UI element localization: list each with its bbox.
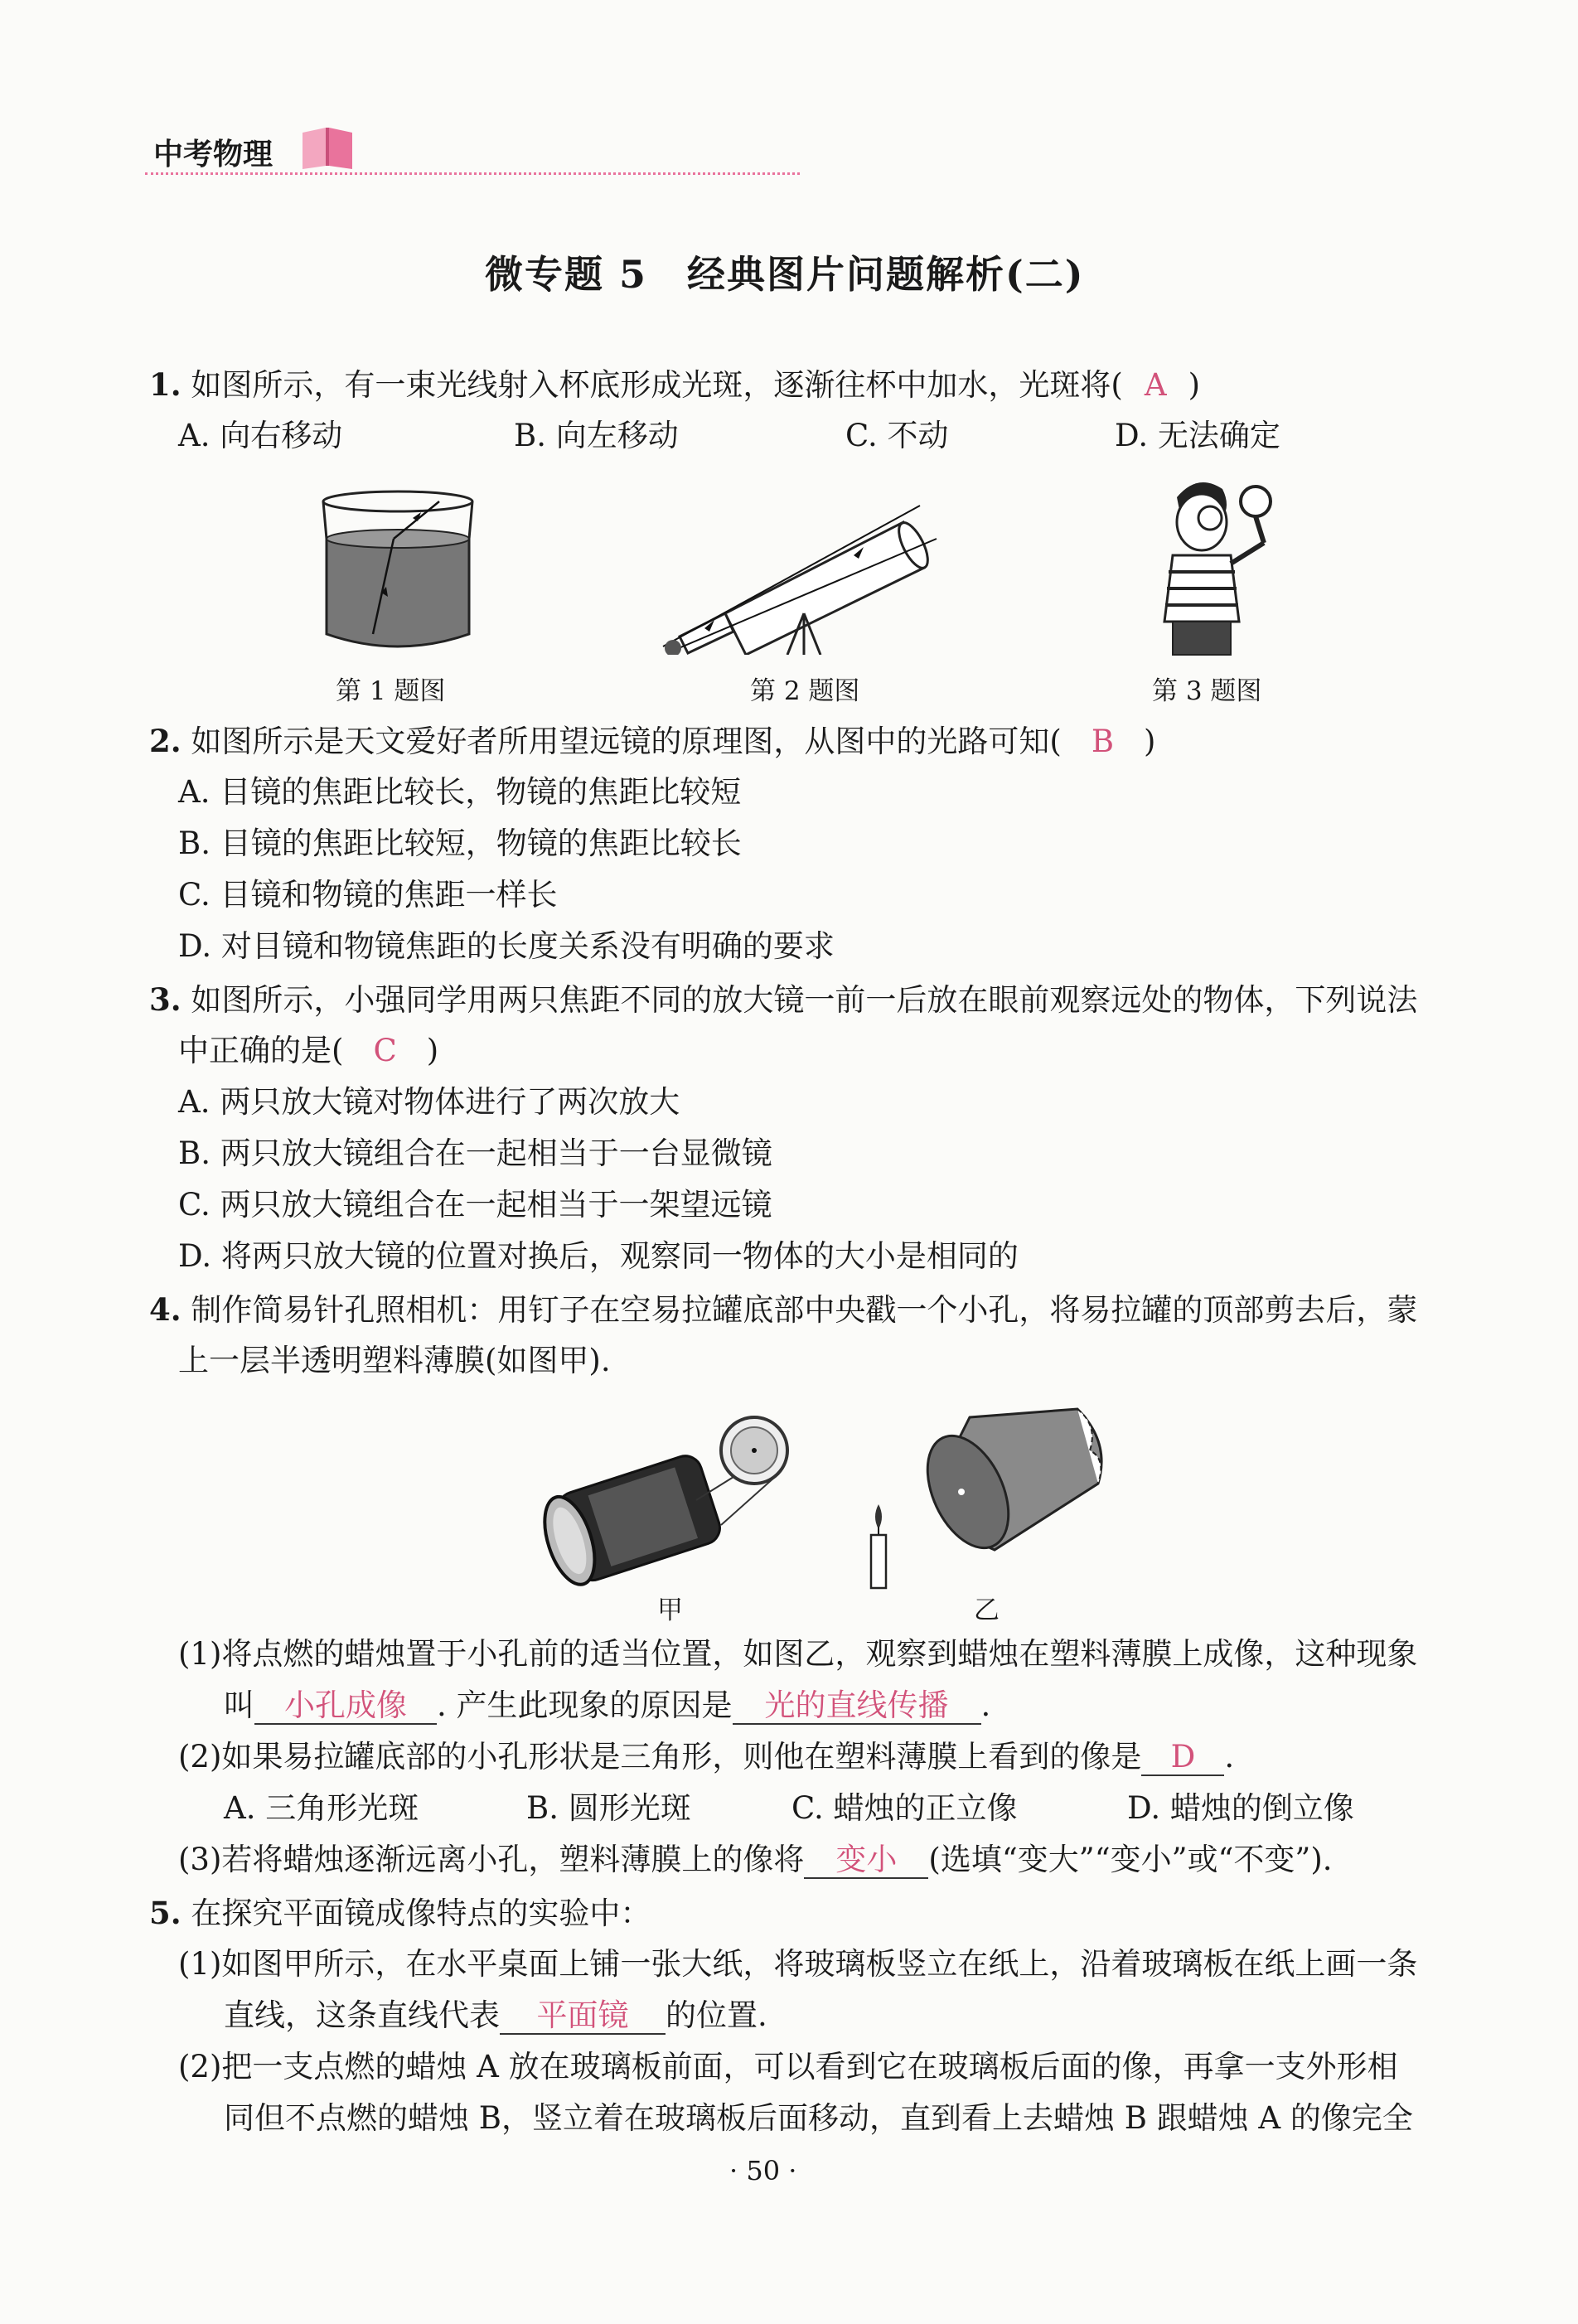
q4-part2-option-c: C. 蜡烛的正立像 bbox=[791, 1790, 1018, 1826]
boy-magnifier-figure bbox=[1140, 472, 1289, 659]
q4-part3-end: (选填“变大”“变小”或“不变”). bbox=[928, 1842, 1333, 1877]
q4-part2-option-a: A. 三角形光斑 bbox=[224, 1790, 419, 1826]
q5-part1-line1: (1)如图甲所示，在水平桌面上铺一张大纸，将玻璃板竖立在纸上，沿着玻璃板在纸上画一条 bbox=[178, 1946, 1418, 1982]
q2-close-paren: ) bbox=[1144, 724, 1156, 759]
header-underline bbox=[145, 172, 800, 175]
q5-blank-mirror: 平面镜 bbox=[500, 1998, 666, 2035]
q1-option-a: A. 向右移动 bbox=[178, 418, 343, 453]
q1-number: 1. bbox=[149, 366, 182, 403]
q5-part2-line1: (2)把一支点燃的蜡烛 A 放在玻璃板前面，可以看到它在玻璃板后面的像，再拿一支外形相 bbox=[178, 2049, 1398, 2084]
q3-stem-line2 bbox=[178, 1031, 438, 1071]
book-icon bbox=[298, 124, 356, 171]
q2-text: 如图所示是天文爱好者所用望远镜的原理图，从图中的光路可知( bbox=[191, 724, 1062, 759]
q4-part1-line1: (1)将点燃的蜡烛置于小孔前的适当位置，如图乙，观察到蜡烛在塑料薄膜上成像，这种现象 bbox=[178, 1636, 1418, 1672]
q3-stem-line1 bbox=[149, 980, 1417, 1020]
q2-stem bbox=[149, 721, 1155, 762]
q4-blank-image: D bbox=[1141, 1740, 1224, 1776]
header-label: 中考物理 bbox=[153, 138, 273, 172]
q5-part1-line2 bbox=[224, 1996, 767, 2036]
q4-text: 制作简易针孔照相机：用钉子在空易拉罐底部中央戳一个小孔，将易拉罐的顶部剪去后，蒙 bbox=[191, 1292, 1418, 1328]
q1-option-d: D. 无法确定 bbox=[1115, 418, 1280, 453]
q5-text: 在探究平面镜成像特点的实验中： bbox=[191, 1896, 651, 1931]
q5-number: 5. bbox=[149, 1895, 182, 1931]
telescope-figure bbox=[655, 489, 953, 655]
q2-option-d: D. 对目镜和物镜焦距的长度关系没有明确的要求 bbox=[178, 928, 835, 964]
q5-stem bbox=[149, 1893, 651, 1934]
q3-number: 3. bbox=[149, 981, 182, 1018]
q3-text: 如图所示，小强同学用两只焦距不同的放大镜一前一后放在眼前观察远处的物体，下列说法 bbox=[191, 982, 1418, 1018]
fig-jia-label: 甲 bbox=[657, 1595, 683, 1625]
q4-part3 bbox=[178, 1840, 1333, 1880]
q4-stem-line2: 上一层半透明塑料薄膜(如图甲). bbox=[178, 1343, 611, 1378]
q4-part2-end: . bbox=[1224, 1739, 1235, 1774]
q3-option-c: C. 两只放大镜组合在一起相当于一架望远镜 bbox=[178, 1187, 772, 1223]
fig1-caption: 第 1 题图 bbox=[336, 676, 446, 706]
q3-option-d: D. 将两只放大镜的位置对换后，观察同一物体的大小是相同的 bbox=[178, 1238, 1019, 1274]
q1-text: 如图所示，有一束光线射入杯底形成光斑，逐渐往杯中加水，光斑将( bbox=[191, 367, 1123, 403]
cylinder-camera-figure bbox=[920, 1401, 1111, 1558]
q2-number: 2. bbox=[149, 723, 182, 759]
q4-part2-option-d: D. 蜡烛的倒立像 bbox=[1127, 1790, 1354, 1826]
page-title: 微专题 5 经典图片问题解析(二) bbox=[485, 252, 1085, 297]
q4-part1-mid: . 产生此现象的原因是 bbox=[437, 1687, 733, 1723]
q1-option-b: B. 向左移动 bbox=[514, 418, 679, 453]
q2-option-b: B. 目镜的焦距比较短，物镜的焦距比较长 bbox=[178, 826, 742, 861]
q5-part1-end: 的位置. bbox=[666, 1997, 767, 2033]
q4-part2-option-b: B. 圆形光斑 bbox=[526, 1790, 691, 1826]
q4-number: 4. bbox=[149, 1291, 182, 1328]
q4-blank-size: 变小 bbox=[804, 1842, 928, 1879]
q3-option-b: B. 两只放大镜组合在一起相当于一台显微镜 bbox=[178, 1135, 772, 1171]
fig-yi-label: 乙 bbox=[974, 1595, 1000, 1625]
q5-part2-line2: 同但不点燃的蜡烛 B，竖立着在玻璃板后面移动，直到看上去蜡烛 B 跟蜡烛 A 的像完全 bbox=[224, 2100, 1413, 2136]
candle-figure bbox=[862, 1500, 895, 1591]
q4-part3-text: (3)若将蜡烛逐渐远离小孔，塑料薄膜上的像将 bbox=[178, 1842, 805, 1877]
q3-option-a: A. 两只放大镜对物体进行了两次放大 bbox=[178, 1084, 680, 1120]
page-number: · 50 · bbox=[729, 2155, 797, 2186]
q2-option-a: A. 目镜的焦距比较长，物镜的焦距比较短 bbox=[178, 774, 742, 810]
q2-option-c: C. 目镜和物镜的焦距一样长 bbox=[178, 877, 558, 913]
q1-close-paren: ) bbox=[1188, 367, 1201, 403]
q4-part1-end: . bbox=[980, 1687, 991, 1723]
q2-answer: B bbox=[1091, 724, 1115, 759]
q3-text-2: 中正确的是( bbox=[178, 1033, 344, 1068]
q4-part1-pre: 叫 bbox=[224, 1687, 254, 1723]
fig3-caption: 第 3 题图 bbox=[1152, 676, 1262, 706]
q4-blank-reason: 光的直线传播 bbox=[733, 1688, 981, 1725]
page-header bbox=[145, 124, 800, 182]
q1-stem bbox=[149, 365, 1200, 405]
q5-part1-pre: 直线，这条直线代表 bbox=[224, 1997, 500, 2033]
q1-option-c: C. 不动 bbox=[845, 418, 949, 453]
q4-stem-line1 bbox=[149, 1290, 1417, 1330]
can-camera-figure bbox=[530, 1409, 804, 1591]
q4-part1-line2 bbox=[224, 1686, 990, 1726]
beaker-figure bbox=[315, 489, 481, 655]
q4-part2 bbox=[178, 1737, 1234, 1777]
q1-answer: A bbox=[1144, 367, 1167, 403]
q3-answer: C bbox=[373, 1033, 397, 1068]
q4-part2-text: (2)如果易拉罐底部的小孔形状是三角形，则他在塑料薄膜上看到的像是 bbox=[178, 1739, 1142, 1774]
q4-blank-phenomenon: 小孔成像 bbox=[254, 1688, 437, 1725]
fig2-caption: 第 2 题图 bbox=[750, 676, 860, 706]
q3-close-paren: ) bbox=[426, 1033, 439, 1068]
